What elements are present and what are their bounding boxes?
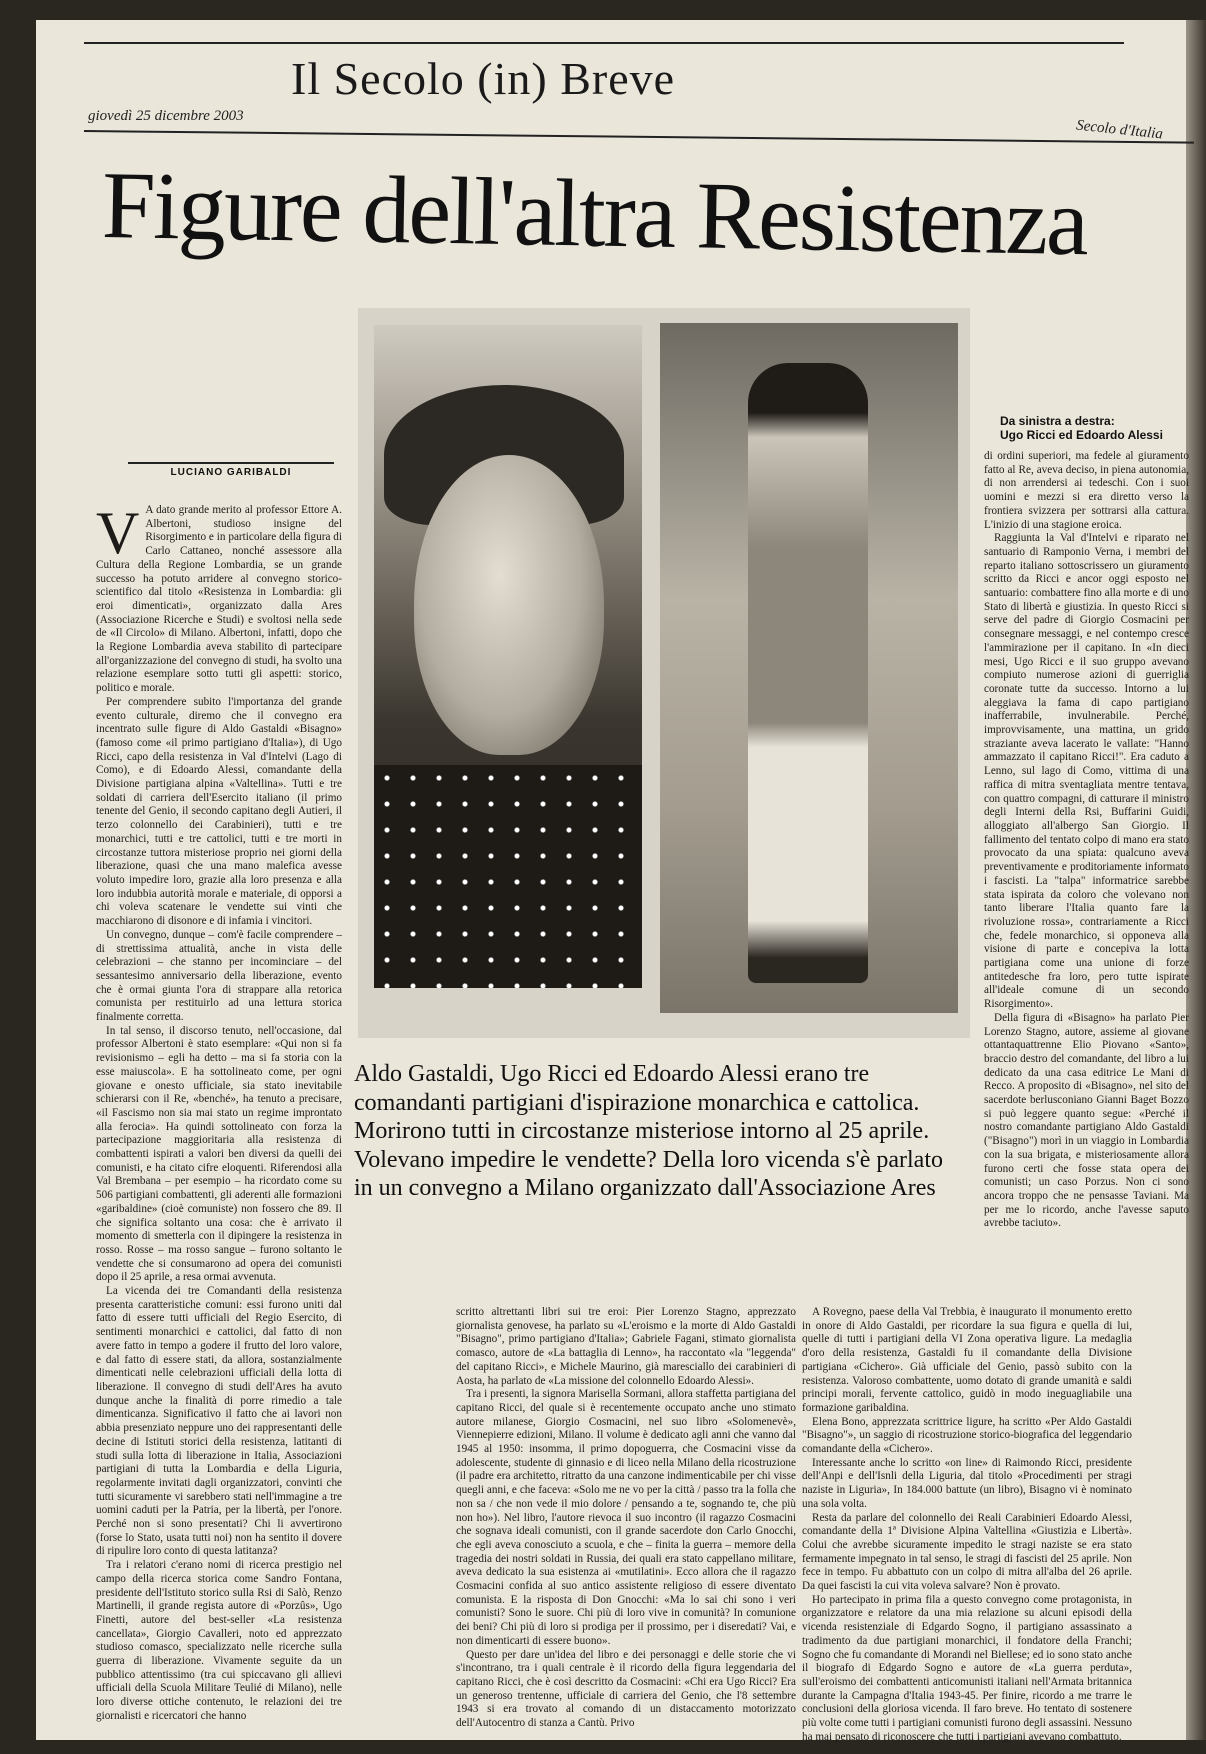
photo-caption-line-2: Ugo Ricci ed Edoardo Alessi — [1000, 428, 1163, 442]
paragraph: scritto altrettanti libri sui tre eroi: Pier Lorenzo Stagno, apprezzato giornalista genovese, ha parlato su «L'eroismo e la morte di Aldo Gastaldi "Bisagno", primo partigiano d'Italia»; Gabriele Fagani, stimato giornalista comasco, autore de «La battaglia di Lenno», ha raccontato «la "leggenda" del capitano Ricci», e Michele Maurino, già maresciallo dei carabinieri di Aosta, ha parlato de «La missione del colonnello Edoardo Alessi». — [456, 1306, 796, 1387]
portrait-photo-edoardo-alessi — [660, 323, 958, 1013]
paragraph: Ho partecipato in prima fila a questo convegno come protagonista, in organizzatore e relatore da una mia relazione su alcuni episodi della vicenda resistenziale di Edgardo Sogno, il partigiano assassinato a tradimento da due partigiani monarchici, il fondatore della Franchi; Sogno che fu comandante di Morandi nel Biellese; ed io sono stato anche il biografo di Edgardo Sogno e autore de «La guerra perduta», sull'eroismo dei combattenti anticomunisti italiani nell'Armata britannica durante la Campagna d'Italia 1943-45. Per finire, ricordo a me trarre le conclusioni della gloriosa vicenda. Il faro breve. Ho tentato di sostenere più volte come tutti i partigiani comunisti furono degli assassini. Nessuno ha mai pensato di riconoscere che tutti i partigiani avevano combattuto. — [802, 1593, 1132, 1743]
text-column-2 — [456, 1306, 796, 1730]
photo-caption-line-1: Da sinistra a destra: — [1000, 414, 1115, 428]
paragraph: Elena Bono, apprezzata scrittrice ligure, ha scritto «Per Aldo Gastaldi "Bisagno"», un saggio di ricostruzione storico-biografica del leggendario comandante della «Cichero». — [802, 1415, 1132, 1456]
paragraph: Per comprendere subito l'importanza del grande evento culturale, diremo che il convegno era incentrato sulle figure di Aldo Gastaldi «Bisagno» (famoso come «il primo partigiano d'Italia»), di Ugo Ricci, capo della resistenza in Val d'Intelvi (Lago di Como), e di Edoardo Alessi, comandante della Divisione partigiana alpina «Valtellina». Tutti e tre soldati di carriera dell'Esercito italiano (il primo tenente del Genio, il secondo capitano degli Autieri, il terzo colonnello dei Carabinieri), tutti e tre monarchici, tutti e tre cattolici, tutti e tre morti in circostanze tuttora misteriose proprio nei giorni della liberazione, quasi che una mano malefica avesse voluto impedire loro, grazie alla loro presenza e alla loro indubbia autorità morale e materiale, di opporsi a chi voleva scatenare le vendette sui vinti che macchiarono di disonore e di infamia i vincitori. — [96, 695, 342, 928]
officer-figure — [748, 363, 868, 983]
newspaper-name: Secolo d'Italia — [1075, 117, 1164, 143]
article-byline: LUCIANO GARIBALDI — [128, 462, 334, 478]
drop-cap: V — [96, 500, 140, 566]
photo-caption — [1000, 414, 1163, 442]
article-deck: Aldo Gastaldi, Ugo Ricci ed Edoardo Alessi erano tre comandanti partigiani d'ispirazione monarchica e cattolica. Morirono tutti in circostanze misteriose intorno al 25 aprile. Volevano impedire le vendette? Della loro vicenda s'è parlato in un convegno a Milano organizzato dall'Associazione Ares — [354, 1061, 943, 1201]
section-masthead: Il Secolo (in) Breve — [291, 53, 676, 104]
article-headline: Figure dell'altra Resistenza — [101, 151, 1088, 276]
paragraph: Un convegno, dunque – com'è facile comprendere – di strettissima attualità, anche in vista delle celebrazioni – che stanno per incominciare – del sessantesimo anniversario della liberazione, evento che è ormai giunta l'ora di strappare alla retorica comunista per restituirlo ad una lettura storica finalmente corretta. — [96, 928, 342, 1024]
newspaper-page — [36, 20, 1189, 1743]
paragraph: Questo per dare un'idea del libro e dei personaggi e delle storie che vi s'incontrano, tra i quali centrale è il ricordo della figura leggendaria del capitano Ricci, che è così descritto da Cosmacini: «Chi era Ugo Ricci? Era un generoso trentenne, ufficiale di carriera del Genio, che l'8 settembre 1943 si era trovato al comando di un distaccamento motorizzato dell'Autocentro di stanza a Cantù. Privo — [456, 1648, 796, 1730]
text-column-3 — [802, 1306, 1132, 1743]
paragraph: A Rovegno, paese della Val Trebbia, è inaugurato il monumento eretto in onore di Aldo Gastaldi, per ricordare la sua figura e quella di lui, quelle di tutti i partigiani della VI Zona operativa ligure. La medaglia d'oro della resistenza, Gastaldi fu il comandante della Divisione partigiana «Cichero». Già ufficiale del Genio, passò subito con la resistenza. Valoroso combattente, uomo dotato di grande umanità e saldi principi morali, fervente cattolico, guidò in modo ineguagliabile una formazione garibaldina. — [802, 1306, 1132, 1414]
paragraph: Tra i relatori c'erano nomi di ricerca prestigio nel campo della ricerca storica come Sandro Fontana, presidente dell'Istituto storico sulla Rsi di Salò, Renzo Martinelli, il grande regista autore di «Porzûs», Ugo Finetti, autore del best-seller «La resistenza cancellata», Giorgio Cavalleri, noto ed apprezzato studioso comasco, specializzato nelle ricerche sulla guerra di liberazione. Vivamente seguite da un pubblico attentissimo (tra cui spiccavano gli allievi ufficiali della Scuola Militare Teulié di Milano), nelle loro diverse ottiche contenuto, le relazioni dei tre giornalisti e ricercatori che hanno — [96, 1559, 342, 1722]
paragraph: V A dato grande merito al professor Ettore A. Albertoni, studioso insigne del Risorgimento e in particolare della figura di Carlo Cattaneo, nonché assessore alla Cultura della Regione Lombardia, se un grande successo ha potuto arridere al convegno storico-scientifico dal titolo «Resistenza in Lombardia: gli eroi dimenticati», organizzato dalla Ares (Associazione Ricerche e Studi) e svoltosi nella sede de «Il Circolo» di Milano. Albertoni, infatti, dopo che la Regione Lombardia aveva stabilito di partecipare all'organizzazione del convegno di studi, ha svolto una relazione esemplare sotto tutti gli aspetti: storico, politico e morale. — [96, 500, 342, 695]
top-rule — [84, 42, 1124, 44]
portrait-face — [414, 455, 604, 755]
header-rule — [84, 130, 1194, 144]
portrait-shirt — [374, 765, 642, 988]
paragraph: La vicenda dei tre Comandanti della resistenza presenta caratteristiche comuni: essi furono uniti dal fatto di essere tutti ufficiali del Regio Esercito, di sentimenti monarchici e cattolici, dal fatto di non avere fatto in tempo a godere il frutto del loro valore, e dal fatto di essere stati, da allora, sostanzialmente dimenticati nelle celebrazioni ufficiali della lotta di liberazione. Il convegno di studi dell'Ares ha avuto dunque anche la finalità di porre rimedio a tale dimenticanza. Significativo il fatto che ai lavori non abbia presenziato neppure uno dei rappresentanti delle decine di Istituti storici della resistenza, latitanti di studi sulla lotta di liberazione in Italia, Associazioni partigiani di tutta la Lombardia e della Liguria, regolarmente invitati dagli organizzatori, convinti che tutti sicuramente vi sarebbero stati nell'immagine a tre uomini caduti per la Patria, per la libertà, per l'onore. Perché non si sono presentati? Chi li avvertirono (forse lo Stato, usata tutti noi) non ha sentito il dovere di ripulire loro conto di questa latitanza? — [96, 1285, 342, 1558]
paragraph: Raggiunta la Val d'Intelvi e riparato nel santuario di Ramponio Verna, i membri del reparto italiano sottoscrissero un giuramento scritto da Ricci e ancor oggi esposto nel santuario: combattere fino alla morte e di uno Stato di libertà e giustizia. In questo Ricci si serve del padre di Giorgio Cosmacini per consegnare messaggi, e nel contempo cresce l'ammirazione per il capitano. In «In dieci mesi, Ugo Ricci e il suo gruppo avevano compiuto numerose azioni di guerriglia coronate tutte da successo. Intorno a lui aleggiava la fama di capo partigiano inafferrabile, invulnerabile. Perché, improvvisamente, una mattina, un grido straziante aveva lacerato le vallate: "Hanno ammazzato il capitano Ricci!". Era caduto a Lenno, sul lago di Como, vittima di una raffica di mitra sventagliata mentre tentava, con quattro compagni, di catturare il ministro degli Interni della Rsi, Buffarini Guidi, alloggiato all'albergo San Giorgio. Il fallimento del tentato colpo di mano era stato provocato da una spiata: qualcuno aveva preventivamente e proditoriamente informato i fascisti. La "talpa" informatrice sarebbe stata ispirata da coloro che volevano non tanto liberare l'Italia quanto fare la rivoluzione rossa», contrariamente a Ricci che, fedele monarchico, si opponeva alla visione di parte e concepiva la lotta partigiana come una unione di forze antitedesche fra loro, pero tutte ispirate all'ideale comune di un secondo Risorgimento». — [984, 532, 1189, 1011]
paragraph: In tal senso, il discorso tenuto, nell'occasione, dal professor Albertoni è stato esemplare: «Qui non si fa revisionismo – egli ha detto – ma si fa storia con la esse maiuscola». E ha sottolineato come, per ogni giovane e onesto ufficiale, sia stato inevitabile schierarsi con il Re, «benché», ha tenuto a precisare, «il Fascismo non sia mai stato un regime improntato alla ferocia». Ha quindi sottolineato con forza la partecipazione maggioritaria alla resistenza di combattenti ispirati a valori ben diversi da quelli dei comunisti, e ha citato cifre eloquenti. Riferendosi alla Val Brembana – per esempio – ha ricordato come su 506 partigiani combattenti, gli aderenti alle formazioni «garibaldine» (cioè comuniste) non fossero che 89. Il che significa soltanto una cosa: che è arrivato il momento di smetterla con il dipingere la resistenza in rosso. Rosse – ma rosso sangue – furono soltanto le vendette che si consumarono ad opera dei comunisti dopo il 25 aprile, a resa ormai avvenuta. — [96, 1024, 342, 1284]
paragraph: di ordini superiori, ma fedele al giuramento fatto al Re, aveva deciso, in piena autonomia, di non arrendersi ai tedeschi. Con i suoi uomini e mezzi si era diretto verso la frontiera svizzera per sottrarsi alla cattura. L'inizio di una stagione eroica. — [984, 450, 1189, 531]
paragraph: Tra i presenti, la signora Marisella Sormani, allora staffetta partigiana del capitano Ricci, del quale si è recentemente occupato anche uno stimato autore milanese, Giorgio Cosmacini, nel suo libro «Solomenevè», Viennepierre edizioni, Milano. Il volume è dedicato agli anni che vanno dal 1945 al 1950: insomma, il primo dopoguerra, che Cosmacini visse da adolescente, studente di ginnasio e di liceo nella Milano della ricostruzione (il padre era architetto, ritratto da una canzone indimenticabile per chi visse quegli anni, e che faceva: «Solo me ne vo per la città / passo tra la folla che non sa / che non vede il mio dolore / pensando a te, sognando te, che più non ho»). Nel libro, l'autore rievoca il suo incontro (il ragazzo Cosmacini che sognava ideali comunisti, con il grande sacerdote don Carlo Gnocchi, che egli aveva conosciuto a scuola, e che – finita la guerra – memore della tragedia dei nostri soldati in Russia, dei quali era stato cappellano militare, aveva dedicato la sua esistenza ai «mutilatini». Ecco allora che il ragazzo Cosmacini confida al suo antico assistente religioso di essere diventato comunista. E la risposta di Don Gnocchi: «Ma lo sai chi sono i veri comunisti? Sono le suore. Chi più di loro vive in comunità? In comunione dei beni? Chi più di loro si prodiga per il prossimo, per i diseredati? Vai, e non dimenticarti di essere buono». — [456, 1388, 796, 1647]
paragraph: Interessante anche lo scritto «on line» di Raimondo Ricci, presidente dell'Anpi e dell'Isnli della Liguria, dal titolo «Procedimenti per stragi naziste in Liguria», In 184.000 battute (un libro), Bisagno vi è nominato una sola volta. — [802, 1456, 1132, 1510]
text-column-4 — [984, 450, 1189, 1295]
portrait-photo-ugo-ricci — [374, 325, 642, 988]
issue-date: giovedì 25 dicembre 2003 — [88, 108, 244, 124]
text-column-1 — [96, 500, 342, 1730]
paragraph: Resta da parlare del colonnello dei Reali Carabinieri Edoardo Alessi, comandante della 1ª Divisione Alpina Valtellina «Giustizia e Libertà». Colui che avrebbe sicuramente impedito le stragi naziste se era stato fermamente impegnato in tal senso, le stragi di fascisti del 25 aprile. Non fece in tempo. Fu abbattuto con un colpo di mitra all'alba del 26 aprile. Da quei fascisti la cui vita voleva salvare? Non è provato. — [802, 1511, 1132, 1593]
paragraph: Della figura di «Bisagno» ha parlato Pier Lorenzo Stagno, autore, assieme al giovane ottantaquattrenne Elio Piovano «Santo», braccio destro del comandante, del libro a lui dedicato da una casa editrice Le Mani di Recco. A proposito di «Bisagno», nel sito del sacerdote berlusconiano Gianni Baget Bozzo si può leggere quanto segue: «Perché il nostro comandante partigiano Aldo Gastaldi ("Bisagno") morì in un viaggio in Lombardia con la sua brigata, e misteriosamente allora furono certi che fosse stata opera dei comunisti; un caso Porzus. Non ci sono ancora troppo che ne pensasse Taviani. Ma per me lo ricordo, anche l'avesse saputo avrebbe taciuto». — [984, 1011, 1189, 1230]
page-spine — [1186, 20, 1206, 1740]
